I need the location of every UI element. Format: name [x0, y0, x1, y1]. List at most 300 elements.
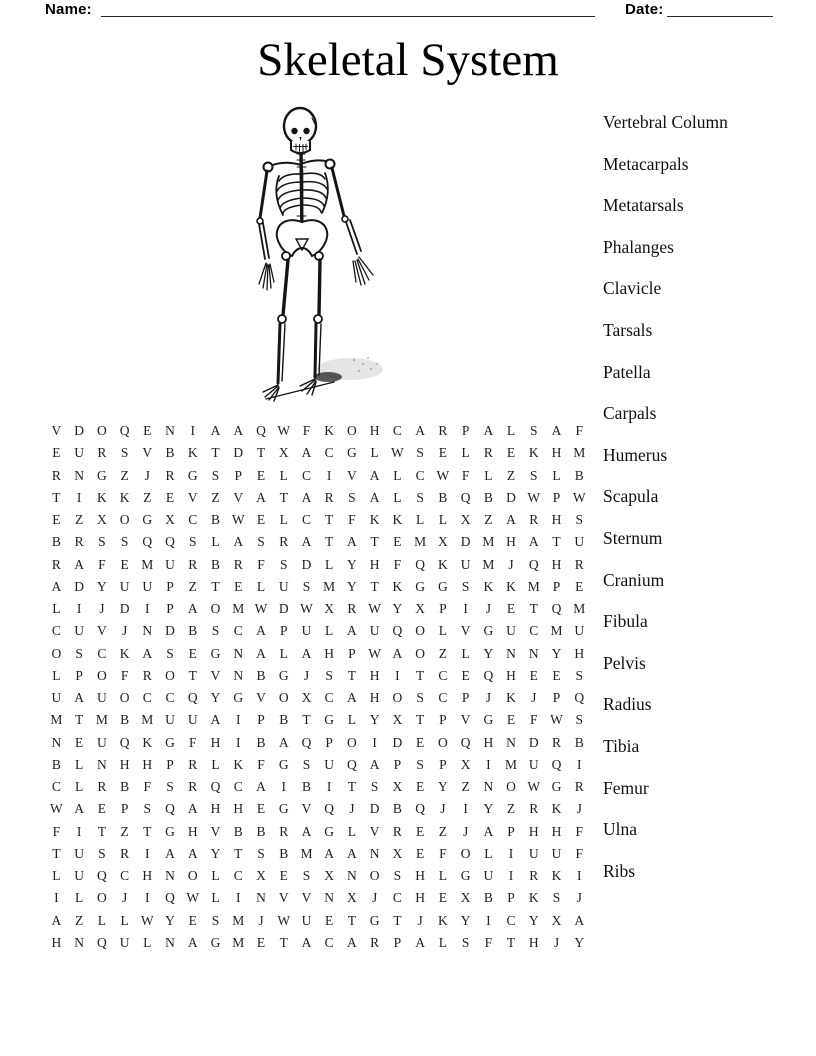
grid-letter: I	[577, 756, 582, 772]
grid-letter: H	[528, 934, 539, 950]
grid-letter: T	[279, 934, 288, 950]
grid-letter: M	[573, 601, 586, 617]
grid-letter: A	[347, 534, 357, 550]
grid-letter: L	[97, 912, 106, 928]
word-item: Phalanges	[603, 236, 674, 257]
grid-letter: A	[187, 934, 198, 950]
grid-letter: M	[300, 845, 313, 861]
grid-letter: L	[52, 868, 61, 884]
grid-letter: R	[392, 823, 402, 839]
grid-letter: I	[235, 712, 241, 728]
grid-letter: Q	[324, 801, 335, 817]
grid-letter: C	[233, 868, 243, 884]
grid-letter: T	[52, 489, 61, 505]
word-item: Carpals	[603, 403, 657, 424]
grid-letter: T	[393, 912, 402, 928]
grid-letter: J	[485, 690, 491, 706]
grid-letter: O	[96, 423, 107, 439]
grid-letter: G	[165, 734, 175, 750]
grid-letter: P	[279, 623, 288, 639]
grid-letter: O	[119, 512, 130, 528]
grid-letter: S	[416, 445, 424, 461]
grid-letter: T	[74, 712, 84, 728]
grid-letter: Z	[506, 467, 516, 483]
grid-letter: L	[74, 756, 84, 772]
grid-letter: U	[165, 712, 175, 728]
grid-letter: S	[575, 512, 584, 528]
grid-letter: E	[97, 801, 106, 817]
grid-letter: B	[438, 489, 448, 505]
grid-letter: L	[74, 890, 84, 906]
grid-letter: H	[369, 690, 380, 706]
grid-letter: H	[210, 801, 221, 817]
grid-letter: S	[416, 756, 424, 772]
letter-grid	[45, 420, 591, 954]
grid-letter: A	[347, 845, 357, 861]
grid-letter: I	[326, 467, 332, 483]
grid-letter: J	[576, 801, 582, 817]
grid-letter: C	[51, 623, 61, 639]
grid-letter: Y	[574, 934, 585, 950]
grid-letter: Q	[119, 423, 130, 439]
grid-letter: C	[188, 512, 198, 528]
grid-letter: A	[483, 423, 494, 439]
grid-letter: T	[234, 845, 243, 861]
grid-letter: B	[256, 667, 266, 683]
grid-letter: G	[551, 779, 562, 795]
grid-letter: S	[370, 779, 379, 795]
grid-letter: N	[506, 645, 516, 661]
grid-letter: N	[347, 868, 357, 884]
grid-letter: R	[233, 556, 243, 572]
grid-letter: S	[211, 467, 220, 483]
grid-letter: Y	[551, 645, 562, 661]
grid-letter: Q	[96, 868, 107, 884]
grid-letter: K	[369, 512, 380, 528]
grid-letter: O	[51, 645, 62, 661]
grid-letter: B	[574, 467, 584, 483]
grid-letter: E	[256, 934, 266, 950]
grid-letter: W	[572, 489, 586, 505]
grid-letter: Y	[460, 912, 471, 928]
grid-letter: U	[74, 845, 84, 861]
grid-letter: C	[142, 690, 152, 706]
grid-letter: R	[279, 534, 289, 550]
grid-letter: R	[483, 445, 493, 461]
grid-letter: H	[210, 734, 221, 750]
grid-letter: I	[235, 890, 241, 906]
grid-letter: F	[439, 845, 447, 861]
grid-letter: Q	[301, 734, 312, 750]
grid-letter: H	[415, 890, 425, 906]
grid-letter: G	[437, 578, 448, 594]
word-item: Radius	[603, 694, 652, 715]
grid-letter: A	[301, 489, 312, 505]
grid-letter: T	[52, 845, 61, 861]
grid-letter: C	[301, 467, 311, 483]
grid-letter: A	[347, 934, 357, 950]
grid-letter: Z	[484, 512, 493, 528]
grid-letter: Q	[347, 756, 357, 772]
grid-letter: E	[506, 445, 516, 461]
grid-letter: N	[233, 645, 244, 661]
grid-letter: S	[325, 667, 333, 683]
grid-letter: Z	[461, 779, 470, 795]
grid-letter: J	[372, 890, 378, 906]
grid-letter: A	[574, 912, 585, 928]
grid-letter: O	[119, 690, 130, 706]
grid-letter: I	[145, 890, 150, 906]
grid-letter: S	[575, 712, 584, 728]
grid-letter: A	[233, 423, 244, 439]
grid-letter: F	[575, 823, 584, 839]
grid-letter: O	[96, 890, 107, 906]
grid-letter: K	[96, 489, 107, 505]
grid-letter: H	[119, 756, 130, 772]
grid-letter: X	[551, 912, 562, 928]
grid-letter: W	[436, 467, 450, 483]
grid-letter: T	[325, 512, 334, 528]
date-label: Date:	[625, 1, 664, 18]
grid-letter: J	[303, 667, 310, 683]
grid-letter: Y	[437, 779, 448, 795]
grid-letter: V	[460, 623, 471, 639]
grid-letter: I	[486, 912, 491, 928]
grid-letter: A	[347, 623, 357, 639]
grid-letter: E	[552, 667, 561, 683]
grid-letter: G	[278, 667, 289, 683]
grid-letter: A	[51, 912, 62, 928]
grid-letter: V	[278, 890, 289, 906]
grid-letter: M	[527, 578, 540, 594]
grid-letter: F	[348, 512, 356, 528]
grid-letter: H	[369, 667, 380, 683]
grid-letter: J	[417, 912, 423, 928]
grid-letter: T	[279, 489, 288, 505]
grid-letter: R	[438, 423, 448, 439]
grid-letter: S	[393, 868, 402, 884]
grid-letter: W	[391, 445, 404, 461]
grid-letter: W	[368, 645, 382, 661]
grid-letter: W	[277, 423, 291, 439]
grid-letter: P	[552, 489, 561, 505]
grid-letter: L	[370, 445, 379, 461]
grid-letter: Y	[210, 690, 221, 706]
grid-letter: O	[506, 779, 516, 795]
grid-letter: H	[528, 823, 539, 839]
grid-letter: I	[76, 823, 82, 839]
grid-letter: I	[577, 868, 582, 884]
grid-letter: L	[74, 779, 84, 795]
grid-letter: F	[575, 845, 584, 861]
grid-letter: S	[461, 578, 470, 594]
grid-letter: W	[527, 489, 541, 505]
grid-letter: F	[52, 823, 61, 839]
grid-letter: B	[120, 779, 130, 795]
grid-letter: C	[506, 912, 516, 928]
grid-letter: K	[119, 645, 130, 661]
grid-letter: Q	[165, 534, 175, 550]
grid-letter: B	[392, 801, 402, 817]
grid-letter: M	[232, 601, 245, 617]
grid-letter: E	[415, 734, 425, 750]
grid-letter: A	[187, 601, 198, 617]
grid-letter: K	[392, 578, 403, 594]
grid-letter: B	[120, 712, 130, 728]
grid-letter: J	[349, 801, 355, 817]
grid-letter: J	[576, 890, 582, 906]
grid-letter: H	[551, 556, 562, 572]
grid-letter: H	[551, 445, 562, 461]
grid-letter: G	[324, 823, 335, 839]
grid-letter: S	[257, 845, 265, 861]
grid-letter: Q	[574, 690, 585, 706]
grid-letter: G	[460, 868, 471, 884]
grid-letter: A	[256, 645, 266, 661]
grid-letter: U	[165, 556, 175, 572]
grid-letter: O	[187, 868, 198, 884]
grid-letter: I	[508, 845, 514, 861]
grid-letter: B	[279, 712, 289, 728]
grid-letter: R	[97, 779, 107, 795]
grid-letter: A	[369, 467, 380, 483]
grid-letter: K	[187, 445, 198, 461]
grid-letter: P	[166, 601, 174, 617]
word-item: Metatarsals	[603, 195, 684, 216]
grid-letter: B	[51, 756, 61, 772]
grid-letter: I	[463, 601, 468, 617]
grid-letter: S	[416, 489, 424, 505]
grid-letter: E	[188, 912, 197, 928]
grid-letter: X	[392, 779, 403, 795]
grid-letter: V	[369, 823, 380, 839]
grid-letter: T	[302, 712, 311, 728]
grid-letter: U	[506, 623, 516, 639]
grid-letter: A	[301, 445, 312, 461]
grid-letter: A	[74, 690, 84, 706]
grid-letter: G	[210, 934, 221, 950]
grid-letter: R	[188, 779, 198, 795]
grid-letter: Z	[506, 801, 516, 817]
grid-letter: L	[347, 823, 357, 839]
grid-letter: A	[301, 823, 312, 839]
grid-letter: P	[325, 734, 333, 750]
grid-letter: D	[460, 534, 471, 550]
grid-letter: W	[368, 601, 382, 617]
grid-letter: M	[323, 578, 336, 594]
grid-letter: P	[461, 423, 470, 439]
grid-letter: S	[75, 645, 83, 661]
grid-letter: A	[210, 712, 221, 728]
grid-letter: G	[324, 712, 335, 728]
grid-letter: H	[51, 934, 62, 950]
grid-letter: Z	[120, 467, 129, 483]
grid-letter: E	[506, 601, 516, 617]
grid-letter: L	[120, 912, 129, 928]
grid-letter: M	[482, 556, 495, 572]
grid-letter: L	[438, 623, 447, 639]
grid-letter: B	[483, 489, 493, 505]
grid-letter: S	[302, 578, 311, 594]
grid-letter: R	[574, 779, 584, 795]
grid-letter: P	[166, 578, 174, 594]
grid-letter: U	[119, 578, 130, 594]
word-item: Pelvis	[603, 652, 646, 673]
grid-letter: U	[528, 845, 539, 861]
grid-letter: K	[506, 578, 516, 594]
grid-letter: X	[301, 690, 312, 706]
grid-letter: M	[50, 712, 63, 728]
grid-letter: J	[99, 601, 105, 617]
grid-letter: B	[279, 845, 289, 861]
grid-letter: A	[347, 690, 357, 706]
grid-letter: W	[49, 801, 63, 817]
grid-letter: D	[74, 423, 84, 439]
grid-letter: L	[506, 423, 516, 439]
grid-letter: Q	[415, 556, 425, 572]
grid-letter: W	[231, 512, 245, 528]
grid-letter: Z	[74, 512, 84, 528]
grid-letter: A	[369, 489, 380, 505]
grid-letter: G	[483, 712, 494, 728]
grid-letter: S	[302, 868, 311, 884]
grid-letter: X	[437, 534, 448, 550]
grid-letter: Y	[369, 712, 380, 728]
word-item: Metacarpals	[603, 153, 689, 174]
grid-letter: R	[74, 534, 84, 550]
grid-letter: N	[528, 645, 539, 661]
grid-letter: I	[54, 890, 59, 906]
grid-letter: H	[142, 756, 153, 772]
grid-letter: H	[506, 534, 516, 550]
grid-letter: H	[324, 645, 335, 661]
grid-letter: C	[392, 890, 402, 906]
grid-letter: F	[257, 756, 265, 772]
grid-letter: E	[529, 667, 538, 683]
grid-letter: R	[188, 756, 198, 772]
grid-letter: M	[232, 912, 245, 928]
grid-letter: V	[347, 467, 357, 483]
grid-letter: A	[74, 801, 84, 817]
grid-letter: A	[301, 534, 312, 550]
grid-letter: I	[372, 734, 377, 750]
grid-letter: L	[552, 467, 561, 483]
grid-letter: T	[211, 445, 220, 461]
grid-letter: L	[211, 756, 220, 772]
grid-letter: A	[74, 556, 84, 572]
grid-letter: Z	[143, 489, 152, 505]
grid-letter: L	[279, 467, 288, 483]
grid-letter: Q	[210, 779, 221, 795]
grid-letter: W	[254, 601, 268, 617]
grid-letter: M	[505, 756, 518, 772]
grid-letter: Q	[392, 623, 403, 639]
grid-letter: G	[142, 512, 153, 528]
grid-letter: P	[75, 667, 83, 683]
grid-letter: O	[460, 845, 471, 861]
grid-letter: E	[325, 912, 334, 928]
grid-letter: A	[187, 845, 198, 861]
grid-letter: S	[120, 534, 129, 550]
grid-letter: K	[528, 890, 539, 906]
grid-letter: R	[51, 556, 61, 572]
grid-letter: O	[392, 690, 403, 706]
grid-letter: N	[51, 734, 62, 750]
grid-letter: S	[120, 445, 129, 461]
grid-letter: M	[550, 623, 563, 639]
grid-letter: F	[120, 667, 129, 683]
grid-letter: H	[415, 868, 425, 884]
word-item: Scapula	[603, 486, 659, 507]
grid-letter: E	[234, 578, 243, 594]
grid-letter: N	[369, 845, 380, 861]
grid-letter: X	[347, 890, 357, 906]
grid-letter: A	[301, 645, 312, 661]
word-item: Vertebral Column	[603, 112, 728, 132]
grid-letter: E	[415, 845, 425, 861]
grid-letter: S	[552, 890, 561, 906]
grid-letter: V	[142, 445, 153, 461]
grid-letter: S	[530, 423, 538, 439]
grid-letter: L	[279, 512, 288, 528]
grid-letter: O	[96, 667, 107, 683]
grid-letter: W	[186, 890, 200, 906]
word-item: Ribs	[603, 860, 636, 881]
grid-letter: A	[506, 512, 516, 528]
date-blank-line	[667, 0, 773, 17]
grid-letter: X	[278, 445, 289, 461]
word-list	[603, 102, 803, 892]
grid-letter: S	[166, 645, 174, 661]
grid-letter: Q	[165, 890, 175, 906]
grid-letter: N	[506, 734, 516, 750]
grid-letter: T	[211, 578, 220, 594]
grid-letter: G	[415, 578, 425, 594]
grid-letter: N	[142, 623, 153, 639]
grid-letter: V	[233, 489, 244, 505]
grid-letter: L	[438, 868, 447, 884]
grid-letter: V	[301, 890, 312, 906]
grid-letter: Y	[392, 601, 403, 617]
grid-letter: I	[235, 734, 241, 750]
grid-letter: Y	[165, 912, 175, 928]
grid-letter: J	[144, 467, 150, 483]
word-item: Tibia	[603, 735, 640, 756]
grid-letter: S	[189, 534, 197, 550]
grid-letter: G	[278, 756, 289, 772]
grid-letter: S	[416, 690, 424, 706]
grid-letter: E	[415, 823, 425, 839]
grid-letter: C	[233, 779, 243, 795]
grid-letter: G	[165, 823, 175, 839]
grid-letter: E	[143, 423, 152, 439]
grid-letter: V	[460, 712, 471, 728]
grid-letter: L	[325, 556, 334, 572]
grid-letter: H	[233, 801, 244, 817]
grid-letter: B	[301, 779, 311, 795]
grid-letter: J	[121, 890, 128, 906]
grid-letter: A	[528, 534, 539, 550]
grid-letter: L	[211, 890, 220, 906]
grid-letter: Z	[438, 645, 447, 661]
grid-letter: R	[120, 845, 130, 861]
grid-letter: G	[347, 445, 357, 461]
grid-letter: K	[483, 578, 494, 594]
grid-letter: H	[574, 645, 585, 661]
grid-letter: C	[529, 623, 539, 639]
grid-letter: A	[233, 534, 244, 550]
grid-letter: L	[438, 934, 447, 950]
